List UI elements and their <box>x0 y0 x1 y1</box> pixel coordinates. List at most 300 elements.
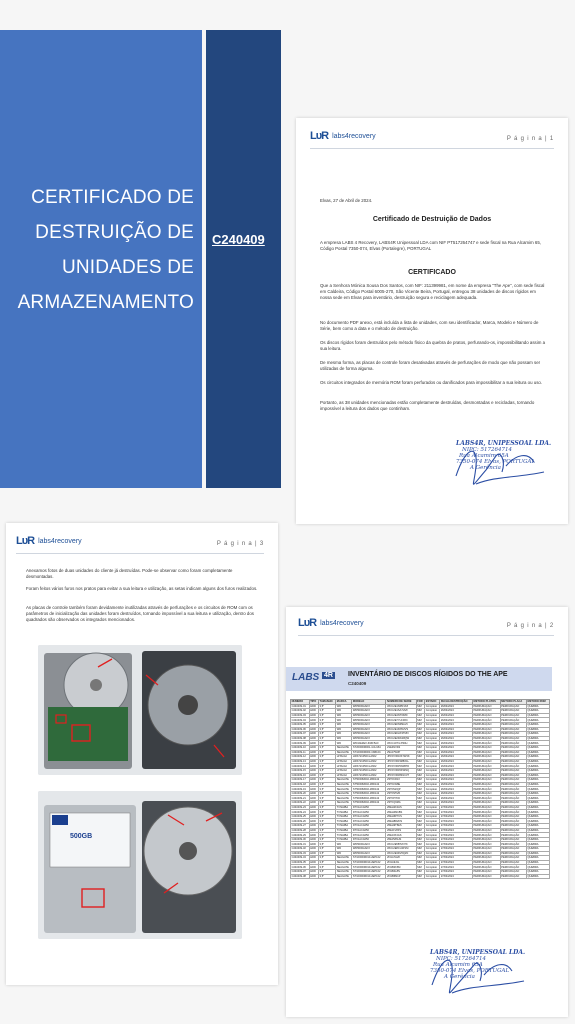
table-cell: PERFURAÇÃO <box>500 810 526 815</box>
table-cell: PERFURAÇÃO <box>472 782 500 787</box>
table-cell: DT01ACA050 <box>352 828 386 833</box>
table-cell: C240409-27 <box>291 824 310 829</box>
table-cell: 26/04/2024 <box>440 713 473 718</box>
table-cell: Completo <box>425 755 440 760</box>
table-cell: 3,5" <box>318 833 335 838</box>
table-cell: ZN1A7H2K <box>386 856 416 861</box>
page-number: P á g i n a | 3 <box>216 541 264 547</box>
table-cell: 3,5" <box>318 819 335 824</box>
table-cell: SIM <box>416 741 425 746</box>
table-cell: PERFURAÇÃO <box>500 713 526 718</box>
table-cell: HDD <box>309 819 318 824</box>
table-cell: C240409-06 <box>291 727 310 732</box>
letter-paragraph: Os circuitos integrados de memória ROM foram perfurados ou danificados para impossibilitar a sua leitura ou uso. <box>320 380 543 385</box>
table-cell: Completo <box>425 856 440 861</box>
letter-paragraph: Portanto, as 38 unidades mencionadas estão completamente destruídas, desmontadas e recicladas, tornando impossível a leitura dos dados que continham. <box>320 400 535 411</box>
table-cell: SIM <box>416 782 425 787</box>
table-cell: 26/04/2024 <box>440 718 473 723</box>
table-column-header: TIPO <box>309 700 318 705</box>
table-cell: 27/04/2024 <box>440 869 473 874</box>
table-cell: WD <box>336 851 352 856</box>
table-cell: Completo <box>425 722 440 727</box>
table-cell: PERFURAÇÃO <box>472 727 500 732</box>
table-cell: Completo <box>425 851 440 856</box>
table-cell: TOSHIBA <box>336 837 352 842</box>
table-cell: TOSHIBA <box>336 833 352 838</box>
table-cell: Completo <box>425 805 440 810</box>
table-cell: QUEBRA <box>526 773 549 778</box>
table-cell: PERFURAÇÃO <box>472 851 500 856</box>
table-cell: QUEBRA <box>526 768 549 773</box>
table-cell: QUEBRA <box>526 727 549 732</box>
brand-logo <box>310 130 376 142</box>
table-cell: JP1572FR8R1C3T <box>386 773 416 778</box>
table-cell: SIM <box>416 791 425 796</box>
table-cell: WCC2E8CU4P1M <box>386 847 416 852</box>
table-cell: 3,5" <box>318 865 335 870</box>
table-cell: PERFURAÇÃO <box>500 869 526 874</box>
page-1 <box>296 118 568 524</box>
table-cell: WD <box>336 713 352 718</box>
table-cell: 3,5" <box>318 860 335 865</box>
table-cell: SIM <box>416 860 425 865</box>
header-divider <box>310 148 554 149</box>
labs-logo: LABS <box>292 672 320 683</box>
table-cell: Z6EJ1V8FS <box>386 828 416 833</box>
table-column-header: FECHA DESTRUIÇÃO <box>440 700 473 705</box>
table-cell: HDS721050CLA662 <box>352 755 386 760</box>
table-cell: HDD <box>309 814 318 819</box>
table-cell: 3,5" <box>318 810 335 815</box>
table-cell: WD <box>336 704 352 709</box>
drive-illustration <box>38 645 242 775</box>
table-cell: 26/04/2024 <box>440 796 473 801</box>
table-cell: WD5000AAKX <box>352 851 386 856</box>
table-cell: HDD <box>309 833 318 838</box>
table-cell: SIM <box>416 787 425 792</box>
table-cell: PERFURAÇÃO <box>500 824 526 829</box>
table-cell: Completo <box>425 860 440 865</box>
table-cell: ST2000DM001-1CH164 <box>352 745 386 750</box>
table-cell: HDD <box>309 842 318 847</box>
table-cell: 27/04/2024 <box>440 833 473 838</box>
table-cell: QUEBRA <box>526 828 549 833</box>
table-cell: WD5000AAKX <box>352 704 386 709</box>
table-cell: 27/04/2024 <box>440 860 473 865</box>
table-cell: Completo <box>425 736 440 741</box>
table-cell: PERFURAÇÃO <box>472 709 500 714</box>
table-cell: PERFURAÇÃO <box>500 801 526 806</box>
table-cell: QUEBRA <box>526 856 549 861</box>
table-cell: 3,5" <box>318 856 335 861</box>
table-cell: DT01ACA050 <box>352 810 386 815</box>
table-cell: SEAGATE <box>336 791 352 796</box>
table-cell: Completo <box>425 778 440 783</box>
table-cell: 3,5" <box>318 750 335 755</box>
table-cell: DT01ACA050 <box>352 833 386 838</box>
table-cell: QUEBRA <box>526 782 549 787</box>
table-cell: ZN1B6M1P <box>386 874 416 879</box>
table-cell: HDD <box>309 732 318 737</box>
table-cell: HDS721050CLA662 <box>352 773 386 778</box>
table-cell: 3,5" <box>318 773 335 778</box>
table-cell: Z3TFM2QP <box>386 787 416 792</box>
table-cell: QUEBRA <box>526 824 549 829</box>
page-2 <box>286 607 568 1017</box>
table-cell: HDD <box>309 713 318 718</box>
table-cell: Completo <box>425 718 440 723</box>
table-cell: HDD <box>309 709 318 714</box>
table-cell: Completo <box>425 750 440 755</box>
table-cell: PERFURAÇÃO <box>500 819 526 824</box>
table-cell: HDD <box>309 773 318 778</box>
inventory-table <box>290 699 550 879</box>
table-cell: C240409-37 <box>291 869 310 874</box>
table-cell: PERFURAÇÃO <box>472 773 500 778</box>
table-cell: 27/04/2024 <box>440 865 473 870</box>
table-cell: Completo <box>425 796 440 801</box>
table-cell: SIM <box>416 759 425 764</box>
table-cell: PERFURAÇÃO <box>500 732 526 737</box>
table-cell: 27/04/2024 <box>440 819 473 824</box>
table-cell: TOSHIBA <box>336 824 352 829</box>
table-cell: ST1000DM010-2EP102 <box>352 860 386 865</box>
table-cell: C240409-01 <box>291 704 310 709</box>
table-cell: SEAGATE <box>336 778 352 783</box>
table-cell: C240409-21 <box>291 796 310 801</box>
table-cell: C240409-19 <box>291 787 310 792</box>
table-cell: DT01ACA050 <box>352 805 386 810</box>
drive-illustration <box>38 791 242 939</box>
letter-paragraph: Que a Senhora Mónica Sousa Dos Santos, com NIF: 211399981, em nome da empresa "The Ape", com sede fiscal em Caldeira, Código Postal 6005-270, São Vicente Beira, Portugal, entregou 38 unidades de discos rígidos em nossa sede em Elvas para inventário, destruição segura e reciclagem adequada. <box>320 283 545 300</box>
inventory-code: C240409 <box>348 681 367 686</box>
table-cell: HDD <box>309 741 318 746</box>
table-cell: SIM <box>416 750 425 755</box>
table-cell: 26/04/2024 <box>440 727 473 732</box>
table-cell: C240409-09 <box>291 741 310 746</box>
table-cell: PERFURAÇÃO <box>472 750 500 755</box>
table-cell: QUEBRA <box>526 860 549 865</box>
table-cell: PERFURAÇÃO <box>500 709 526 714</box>
header-divider <box>16 553 264 554</box>
table-cell: HDD <box>309 787 318 792</box>
table-cell: JP1572FR6P4Z9Q <box>386 768 416 773</box>
table-cell: PERFURAÇÃO <box>472 732 500 737</box>
table-cell: PERFURAÇÃO <box>472 842 500 847</box>
table-cell: 26/04/2024 <box>440 778 473 783</box>
table-cell: SIM <box>416 773 425 778</box>
table-cell: SIM <box>416 837 425 842</box>
table-cell: 27/04/2024 <box>440 856 473 861</box>
table-cell: TOSHIBA <box>336 828 352 833</box>
header-divider <box>298 635 554 636</box>
table-cell: PERFURAÇÃO <box>500 745 526 750</box>
table-cell: SIM <box>416 745 425 750</box>
table-cell: JP1572FR3M8X1L <box>386 759 416 764</box>
table-cell: 3,5" <box>318 755 335 760</box>
table-cell: SIM <box>416 768 425 773</box>
company-stamp: LABS4R, UNIPESSOAL LDA. NIPC: 517264714 Rua Alcamim 65A 7350-074 Elvas, PORTUGAL A Gerência <box>430 949 526 980</box>
handwritten-signature <box>422 943 538 1005</box>
table-cell: Z6EH8R2DS <box>386 819 416 824</box>
table-cell: Completo <box>425 865 440 870</box>
table-cell: SEAGATE <box>336 782 352 787</box>
table-cell: Z3TFKR1X <box>386 778 416 783</box>
table-cell: ST1000DM010-2EP102 <box>352 869 386 874</box>
table-cell: HDD <box>309 805 318 810</box>
table-cell: Completo <box>425 824 440 829</box>
table-cell: SIM <box>416 704 425 709</box>
table-cell: SIM <box>416 869 425 874</box>
table-cell: 27/04/2024 <box>440 837 473 842</box>
page-number: P á g i n a | 2 <box>506 623 554 629</box>
table-cell: 3,5" <box>318 847 335 852</box>
table-cell: PERFURAÇÃO <box>472 718 500 723</box>
table-cell: 3,5" <box>318 796 335 801</box>
table-cell: WD5000AAKX <box>352 842 386 847</box>
table-cell: Completo <box>425 709 440 714</box>
table-cell: SIM <box>416 709 425 714</box>
table-column-header: NUMERO DE SERIE <box>386 700 416 705</box>
table-cell: SIM <box>416 713 425 718</box>
table-cell: HDD <box>309 736 318 741</box>
table-cell: SIM <box>416 805 425 810</box>
table-cell: 26/04/2024 <box>440 745 473 750</box>
table-cell: QUEBRA <box>526 791 549 796</box>
table-cell: QUEBRA <box>526 759 549 764</box>
table-cell: C240409-25 <box>291 814 310 819</box>
table-cell: Z9AJ7W3P <box>386 750 416 755</box>
table-cell: 27/04/2024 <box>440 842 473 847</box>
table-cell: PERFURAÇÃO <box>472 805 500 810</box>
table-cell: HDD <box>309 869 318 874</box>
table-column-header: NUMERO <box>291 700 310 705</box>
table-cell: 3,5" <box>318 727 335 732</box>
table-cell: SEAGATE <box>336 860 352 865</box>
letter-paragraph: Os discos rígidos foram destruídos pelo método físico da quebra de pratos, perfurando-os, impossibilitando assim a sua leitura. <box>320 340 546 351</box>
table-cell: PERFURAÇÃO <box>472 869 500 874</box>
table-cell: SIM <box>416 842 425 847</box>
table-cell: Z3TFN5VR <box>386 791 416 796</box>
table-cell: C240409-13 <box>291 759 310 764</box>
table-cell: SIM <box>416 810 425 815</box>
inventory-banner <box>286 667 552 691</box>
table-cell: 3,5" <box>318 791 335 796</box>
table-cell: Completo <box>425 741 440 746</box>
brand-logo: LᴜR labs4recovery <box>16 535 82 547</box>
table-cell: WD <box>336 722 352 727</box>
table-cell: SEAGATE <box>336 869 352 874</box>
photos-paragraph: As placas de controle também foram devidamente inutilizadas através de perfurações e os circuitos de ROM com os parâmetros de inicialização das unidades foram destruídos, tornando impossível a sua leitura e utilização, dentro dos quadrados são observados os integrados mencionados. <box>26 605 254 622</box>
table-cell: C240409-12 <box>291 755 310 760</box>
table-cell: SIM <box>416 833 425 838</box>
table-cell: HDD <box>309 847 318 852</box>
table-cell: 3,5" <box>318 837 335 842</box>
table-cell: HDD <box>309 851 318 856</box>
table-cell: HDD <box>309 778 318 783</box>
table-cell: WD10EZEX-60ZF5A0 <box>352 741 386 746</box>
table-cell: SIM <box>416 828 425 833</box>
table-cell: C240409-02 <box>291 709 310 714</box>
table-cell: 26/04/2024 <box>440 801 473 806</box>
table-cell: PERFURAÇÃO <box>500 778 526 783</box>
table-cell: HDD <box>309 718 318 723</box>
table-cell: PERFURAÇÃO <box>500 805 526 810</box>
brand-logo: LᴜR labs4recovery <box>298 617 364 629</box>
table-cell: 3,5" <box>318 736 335 741</box>
handwritten-signature <box>446 436 556 496</box>
table-cell: WCC2E5BT2N7K <box>386 842 416 847</box>
table-cell: PERFURAÇÃO <box>500 837 526 842</box>
table-cell: 26/04/2024 <box>440 741 473 746</box>
table-cell: QUEBRA <box>526 787 549 792</box>
table-cell: TOSHIBA <box>336 819 352 824</box>
table-cell: HDD <box>309 837 318 842</box>
table-cell: SIM <box>416 732 425 737</box>
table-cell: PERFURAÇÃO <box>472 847 500 852</box>
table-cell: ZN1B4L8N <box>386 869 416 874</box>
table-cell: HITACHI <box>336 764 352 769</box>
labs-logo-badge: 4R <box>324 672 333 679</box>
table-cell: Completo <box>425 727 440 732</box>
table-cell: PERFURAÇÃO <box>472 819 500 824</box>
table-cell: WCC2E7YLF4RC <box>386 718 416 723</box>
table-cell: QUEBRA <box>526 865 549 870</box>
table-cell: HDD <box>309 764 318 769</box>
table-cell: Completo <box>425 814 440 819</box>
company-stamp: LABS4R, UNIPESSOAL LDA. NIPC: 517264714 Rua Alcamim 65A 7350-074 Elvas, PORTUGAL A Gerência <box>456 440 552 471</box>
table-cell: PERFURAÇÃO <box>500 764 526 769</box>
destroyed-drive-photo-1 <box>38 645 242 775</box>
brand-name: labs4recovery <box>332 132 376 140</box>
table-cell: SEAGATE <box>336 745 352 750</box>
table-cell: PERFURAÇÃO <box>472 791 500 796</box>
table-cell: Z6EH2K3AS <box>386 805 416 810</box>
table-cell: WD5000AAKX <box>352 709 386 714</box>
table-cell: PERFURAÇÃO <box>472 856 500 861</box>
table-cell: 26/04/2024 <box>440 782 473 787</box>
table-cell: 3,5" <box>318 869 335 874</box>
table-cell: WCC2E1KPD2VS <box>386 727 416 732</box>
table-cell: 3,5" <box>318 828 335 833</box>
table-cell: PERFURAÇÃO <box>472 837 500 842</box>
table-column-header: METODO ROM <box>526 700 549 705</box>
table-cell: HDD <box>309 782 318 787</box>
letter-paragraph: De mesma forma, as placas de controle foram desativadas através de perfurações de modo que não possam ser utilizadas de forma alguma. <box>320 360 541 371</box>
table-cell: HDD <box>309 745 318 750</box>
table-cell: PERFURAÇÃO <box>472 764 500 769</box>
table-cell: 27/04/2024 <box>440 814 473 819</box>
table-cell: QUEBRA <box>526 814 549 819</box>
table-cell: ST1000DM003-1SB10C <box>352 750 386 755</box>
table-cell: QUEBRA <box>526 750 549 755</box>
table-cell: 3,5" <box>318 874 335 879</box>
table-cell: PERFURAÇÃO <box>472 713 500 718</box>
page-number: P á g i n a | 1 <box>506 136 554 142</box>
cover-code: C240409 <box>212 232 265 247</box>
table-cell: PERFURAÇÃO <box>500 796 526 801</box>
table-cell: WD5000AAKX <box>352 732 386 737</box>
table-cell: JP1572FR2K7W3K <box>386 755 416 760</box>
table-cell: Z6EH9T5ES <box>386 824 416 829</box>
table-cell: Completo <box>425 842 440 847</box>
table-cell: QUEBRA <box>526 837 549 842</box>
table-cell: Completo <box>425 745 440 750</box>
table-cell: WCC2E6HX3TMN <box>386 732 416 737</box>
table-cell: WCC2E1NPR1XZ <box>386 704 416 709</box>
table-cell: PERFURAÇÃO <box>500 768 526 773</box>
table-cell: 27/04/2024 <box>440 851 473 856</box>
letter-heading: Certificado de Destruição de Dados <box>372 216 492 223</box>
table-cell: C240409-04 <box>291 718 310 723</box>
table-cell: DT01ACA050 <box>352 824 386 829</box>
table-cell: SIM <box>416 778 425 783</box>
table-cell: Completo <box>425 791 440 796</box>
table-column-header: TAMANHO <box>318 700 335 705</box>
table-cell: QUEBRA <box>526 833 549 838</box>
table-cell: HDD <box>309 768 318 773</box>
table-cell: C240409-29 <box>291 833 310 838</box>
table-cell: C240409-36 <box>291 865 310 870</box>
table-cell: QUEBRA <box>526 805 549 810</box>
table-cell: WD <box>336 842 352 847</box>
table-cell: C240409-20 <box>291 791 310 796</box>
table-cell: Z1E4NXR2 <box>386 745 416 750</box>
table-cell: PERFURAÇÃO <box>500 860 526 865</box>
table-cell: 27/04/2024 <box>440 805 473 810</box>
table-cell: SEAGATE <box>336 796 352 801</box>
table-cell: SEAGATE <box>336 874 352 879</box>
table-cell: WCC2E4NT0K89 <box>386 713 416 718</box>
table-cell: PERFURAÇÃO <box>500 791 526 796</box>
inventory-table-wrap <box>290 699 550 879</box>
table-cell: 27/04/2024 <box>440 828 473 833</box>
table-cell: Completo <box>425 869 440 874</box>
table-cell: C240409-15 <box>291 768 310 773</box>
table-cell: PERFURAÇÃO <box>472 810 500 815</box>
table-cell: SIM <box>416 727 425 732</box>
table-cell: PERFURAÇÃO <box>500 722 526 727</box>
table-cell: QUEBRA <box>526 741 549 746</box>
table-cell: WD <box>336 741 352 746</box>
table-cell: Completo <box>425 787 440 792</box>
table-cell: HITACHI <box>336 768 352 773</box>
table-cell: PERFURAÇÃO <box>472 736 500 741</box>
table-cell: PERFURAÇÃO <box>472 787 500 792</box>
table-cell: 3,5" <box>318 709 335 714</box>
table-cell: HDS721050CLA662 <box>352 764 386 769</box>
table-cell: QUEBRA <box>526 732 549 737</box>
table-cell: 3,5" <box>318 842 335 847</box>
table-cell: WCC2E3DV6Q2N <box>386 851 416 856</box>
table-cell: QUEBRA <box>526 736 549 741</box>
table-cell: QUEBRA <box>526 874 549 879</box>
cover-main-panel <box>0 30 202 488</box>
table-cell: C240409-28 <box>291 828 310 833</box>
table-cell: 3,5" <box>318 768 335 773</box>
table-cell: C240409-24 <box>291 810 310 815</box>
table-cell: SEAGATE <box>336 856 352 861</box>
table-cell: QUEBRA <box>526 722 549 727</box>
table-cell: QUEBRA <box>526 755 549 760</box>
table-cell: HDD <box>309 860 318 865</box>
table-cell: C240409-32 <box>291 847 310 852</box>
table-cell: SIM <box>416 824 425 829</box>
table-cell: HDD <box>309 810 318 815</box>
table-cell: 3,5" <box>318 704 335 709</box>
table-cell: ST1000DM010-2EP102 <box>352 856 386 861</box>
table-cell: HITACHI <box>336 773 352 778</box>
